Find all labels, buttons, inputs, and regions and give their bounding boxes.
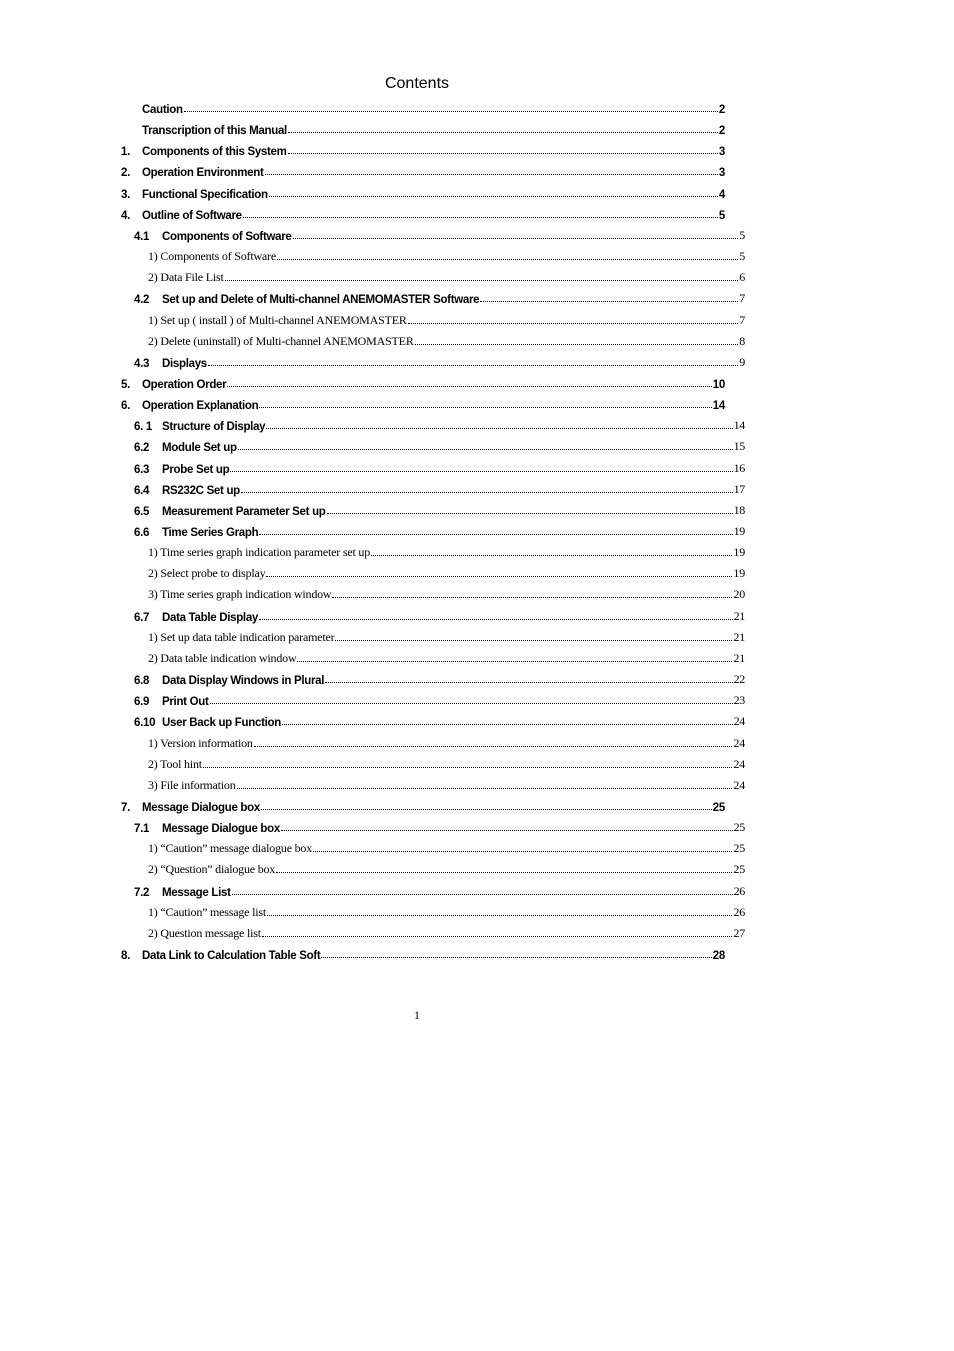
toc-dot-leader <box>282 724 733 725</box>
toc-entry-page: 14 <box>733 418 745 433</box>
toc-entry-number: 4.3 <box>134 357 150 370</box>
toc-entry[interactable] <box>134 815 745 835</box>
toc-entry-title: Operation Environment <box>142 167 264 180</box>
toc-entry[interactable] <box>121 159 725 179</box>
toc-entry[interactable] <box>148 329 745 349</box>
toc-entry-page: 27 <box>733 925 745 940</box>
toc-entry-number: 1. <box>121 146 130 159</box>
toc-entry-title: 2) Data table indication window <box>148 650 297 665</box>
toc-dot-leader <box>297 661 732 662</box>
toc-entry-title: 2) “Question” dialogue box <box>148 862 276 877</box>
toc-entry[interactable] <box>148 731 745 751</box>
toc-entry-title: 2) Delete (uninstall) of Multi-channel ANEMOMASTER <box>148 333 414 348</box>
toc-entry-title: 1) Version information <box>148 735 253 750</box>
toc-entry-page: 8 <box>739 333 745 348</box>
toc-entry-page: 5 <box>739 227 745 242</box>
toc-dot-leader <box>261 809 712 810</box>
toc-entry[interactable] <box>121 96 725 116</box>
toc-entry-number: 7.2 <box>134 886 150 899</box>
toc-dot-leader <box>288 132 718 133</box>
toc-entry-page: 10 <box>712 378 725 391</box>
toc-entry-number: 6.4 <box>134 484 150 497</box>
toc-entry-page: 19 <box>733 566 745 581</box>
toc-entry-number: 6.2 <box>134 442 150 455</box>
toc-dot-leader <box>325 682 732 683</box>
toc-entry-title: 1) “Caution” message list <box>148 904 266 919</box>
toc-entry-title: Caution <box>142 104 183 116</box>
toc-entry-title: 2) Data File List <box>148 270 224 285</box>
toc-dot-leader <box>266 428 732 429</box>
toc-entry[interactable] <box>121 117 725 137</box>
toc-entry[interactable] <box>148 265 745 285</box>
toc-entry-page: 4 <box>718 188 725 201</box>
toc-entry-page: 24 <box>733 735 745 750</box>
toc-dot-leader <box>321 957 711 958</box>
toc-entry-page: 19 <box>733 545 745 560</box>
toc-dot-leader <box>267 915 732 916</box>
toc-entry-page: 20 <box>733 587 745 602</box>
toc-entry-title: Probe Set up <box>162 463 230 476</box>
toc-dot-leader <box>259 534 732 535</box>
toc-dot-leader <box>415 344 739 345</box>
toc-dot-leader <box>266 576 732 577</box>
toc-dot-leader <box>269 196 718 197</box>
toc-entry[interactable] <box>121 202 725 222</box>
toc-entry-page: 24 <box>733 714 745 729</box>
toc-dot-leader <box>277 259 738 260</box>
toc-entry-title: Displays <box>162 357 207 370</box>
toc-entry[interactable] <box>148 773 745 793</box>
toc-entry[interactable] <box>134 519 745 539</box>
toc-entry-page: 15 <box>733 439 745 454</box>
toc-entry[interactable] <box>148 921 745 941</box>
toc-entry-number: 7. <box>121 801 130 814</box>
toc-entry-page: 21 <box>733 650 745 665</box>
toc-entry-page: 6 <box>739 270 745 285</box>
toc-entry-title: Data Link to Calculation Table Soft <box>142 950 321 962</box>
toc-entry[interactable] <box>134 223 745 243</box>
toc-entry-page: 2 <box>718 104 725 116</box>
toc-entry[interactable] <box>148 244 745 264</box>
toc-entry-page: 26 <box>733 904 745 919</box>
toc-dot-leader <box>259 407 711 408</box>
toc-entry-title: Message List <box>162 886 231 899</box>
toc-entry-page: 17 <box>733 481 745 496</box>
toc-entry-title: Set up and Delete of Multi-channel ANEMOMASTER Software <box>162 294 480 307</box>
toc-entry-page: 24 <box>733 777 745 792</box>
toc-entry[interactable] <box>121 942 725 962</box>
toc-entry-page: 28 <box>712 950 725 962</box>
toc-entry-title: Components of this System <box>142 146 287 159</box>
toc-entry-title: User Back up Function <box>162 717 281 730</box>
toc-dot-leader <box>335 640 732 641</box>
toc-entry[interactable] <box>148 857 745 877</box>
toc-dot-leader <box>332 597 732 598</box>
toc-dot-leader <box>237 788 733 789</box>
toc-entry-title: Structure of Display <box>162 421 266 434</box>
toc-dot-leader <box>232 894 733 895</box>
toc-dot-leader <box>288 153 718 154</box>
toc-entry[interactable] <box>121 392 725 412</box>
toc-dot-leader <box>184 111 718 112</box>
toc-entry-page: 18 <box>733 502 745 517</box>
toc-entry-number: 6.3 <box>134 463 150 476</box>
toc-entry[interactable] <box>121 138 725 158</box>
toc-dot-leader <box>230 471 732 472</box>
toc-entry[interactable] <box>148 540 745 560</box>
toc-entry-title: 2) Question message list <box>148 925 261 940</box>
toc-entry-page: 2 <box>718 125 725 138</box>
toc-entry[interactable] <box>134 413 745 433</box>
toc-entry[interactable] <box>134 286 745 306</box>
toc-entry[interactable] <box>134 688 745 708</box>
toc-entry-number: 2. <box>121 167 130 180</box>
page-number: 1 <box>414 1008 420 1022</box>
toc-dot-leader <box>262 936 733 937</box>
toc-entry-number: 6.9 <box>134 696 150 709</box>
toc-entry[interactable] <box>148 308 745 328</box>
toc-entry[interactable] <box>148 900 745 920</box>
toc-entry-number: 6.7 <box>134 611 150 624</box>
toc-entry-title: 1) Components of Software <box>148 249 276 264</box>
toc-entry[interactable] <box>121 371 725 391</box>
toc-entry-title: Operation Order <box>142 378 227 391</box>
toc-entry-page: 19 <box>733 524 745 538</box>
toc-entry-number: 6.8 <box>134 675 150 688</box>
toc-entry[interactable] <box>134 709 745 729</box>
toc-entry[interactable] <box>148 625 745 645</box>
toc-entry-title: Time Series Graph <box>162 527 259 539</box>
toc-dot-leader <box>238 449 733 450</box>
toc-entry-page: 22 <box>733 672 745 687</box>
toc-entry-number: 4.2 <box>134 294 150 307</box>
toc-entry-number: 5. <box>121 378 130 391</box>
toc-entry-title: Measurement Parameter Set up <box>162 505 326 518</box>
toc-entry-title: 3) Time series graph indication window <box>148 587 332 602</box>
toc-entry-title: 1) Set up ( install ) of Multi-channel ANEMOMASTER <box>148 312 407 327</box>
toc-entry[interactable] <box>121 181 725 201</box>
toc-entry-title: Operation Explanation <box>142 400 259 413</box>
toc-dot-leader <box>210 703 733 704</box>
toc-dot-leader <box>327 513 733 514</box>
toc-entry-page: 5 <box>739 249 745 264</box>
toc-entry-title: Components of Software <box>162 230 292 243</box>
toc-entry-number: 7.1 <box>134 823 150 836</box>
toc-dot-leader <box>480 301 738 302</box>
toc-entry-title: Transcription of this Manual <box>142 125 287 138</box>
toc-dot-leader <box>408 323 739 324</box>
toc-entry-title: Message Dialogue box <box>162 823 280 836</box>
toc-dot-leader <box>281 830 733 831</box>
toc-entry-title: Data Table Display <box>162 611 259 624</box>
toc-entry[interactable] <box>134 879 745 899</box>
toc-entry-title: Module Set up <box>162 442 237 455</box>
toc-entry-number: 6.6 <box>134 527 150 539</box>
toc-entry[interactable] <box>121 794 725 814</box>
toc-entry-page: 25 <box>733 841 745 856</box>
toc-entry-page: 23 <box>733 693 745 708</box>
toc-entry-page: 3 <box>718 146 725 159</box>
toc-entry[interactable] <box>134 498 745 518</box>
toc-entry-title: Print Out <box>162 696 209 709</box>
toc-entry-page: 5 <box>718 209 725 222</box>
toc-entry-page: 7 <box>739 312 745 327</box>
toc-dot-leader <box>208 365 738 366</box>
toc-entry-number: 8. <box>121 950 130 962</box>
toc-entry-number: 4.1 <box>134 230 150 243</box>
toc-entry-title: RS232C Set up <box>162 484 240 497</box>
toc-entry-title: 2) Tool hint <box>148 756 202 771</box>
toc-entry[interactable] <box>148 836 745 856</box>
toc-entry-page: 7 <box>739 291 745 306</box>
toc-dot-leader <box>276 872 732 873</box>
toc-entry-page: 26 <box>733 883 745 898</box>
toc-entry-page: 25 <box>712 801 725 814</box>
toc-entry-page: 25 <box>733 862 745 877</box>
toc-entry[interactable] <box>148 646 745 666</box>
toc-entry-number: 6.10 <box>134 717 156 730</box>
toc-entry-page: 24 <box>733 756 745 771</box>
toc-dot-leader <box>254 746 733 747</box>
toc-dot-leader <box>293 238 739 239</box>
toc-entry-page: 3 <box>718 167 725 180</box>
toc-entry[interactable] <box>134 350 745 370</box>
toc-dot-leader <box>313 851 732 852</box>
toc-entry[interactable] <box>148 752 745 772</box>
toc-entry[interactable] <box>134 456 745 476</box>
toc-entry[interactable] <box>148 582 745 602</box>
toc-dot-leader <box>241 492 733 493</box>
toc-dot-leader <box>225 280 739 281</box>
toc-entry[interactable] <box>134 477 745 497</box>
toc-entry-page: 9 <box>739 354 745 369</box>
toc-entry-page: 16 <box>733 460 745 475</box>
toc-entry[interactable] <box>134 434 745 454</box>
toc-entry-title: Message Dialogue box <box>142 801 260 814</box>
toc-entry-number: 3. <box>121 188 130 201</box>
toc-entry[interactable] <box>148 561 745 581</box>
toc-entry-title: 1) Time series graph indication parameter set up <box>148 545 371 560</box>
toc-dot-leader <box>259 619 733 620</box>
toc-entry[interactable] <box>134 604 745 624</box>
toc-dot-leader <box>265 174 718 175</box>
toc-entry-title: 1) Set up data table indication parameter <box>148 629 335 644</box>
toc-entry-title: Data Display Windows in Plural <box>162 675 325 688</box>
toc-entry-page: 14 <box>712 400 725 413</box>
toc-dot-leader <box>203 767 733 768</box>
toc-entry-number: 6.5 <box>134 505 150 518</box>
toc-dot-leader <box>227 386 711 387</box>
toc-entry-title: 3) File information <box>148 777 236 792</box>
toc-entry-number: 6. 1 <box>134 421 152 434</box>
toc-dot-leader <box>371 555 732 556</box>
toc-entry-title: Outline of Software <box>142 209 242 222</box>
toc-entry-title: Functional Specification <box>142 188 268 201</box>
toc-entry-page: 21 <box>733 608 745 623</box>
toc-entry-number: 4. <box>121 209 130 222</box>
toc-dot-leader <box>243 217 718 218</box>
toc-entry-page: 25 <box>733 820 745 835</box>
toc-entry-title: 1) “Caution” message dialogue box <box>148 841 313 856</box>
toc-entry-page: 21 <box>733 629 745 644</box>
toc-entry-title: 2) Select probe to display <box>148 566 266 581</box>
toc-entry-number: 6. <box>121 400 130 413</box>
contents-title: Contents <box>384 75 450 92</box>
toc-entry[interactable] <box>134 667 745 687</box>
